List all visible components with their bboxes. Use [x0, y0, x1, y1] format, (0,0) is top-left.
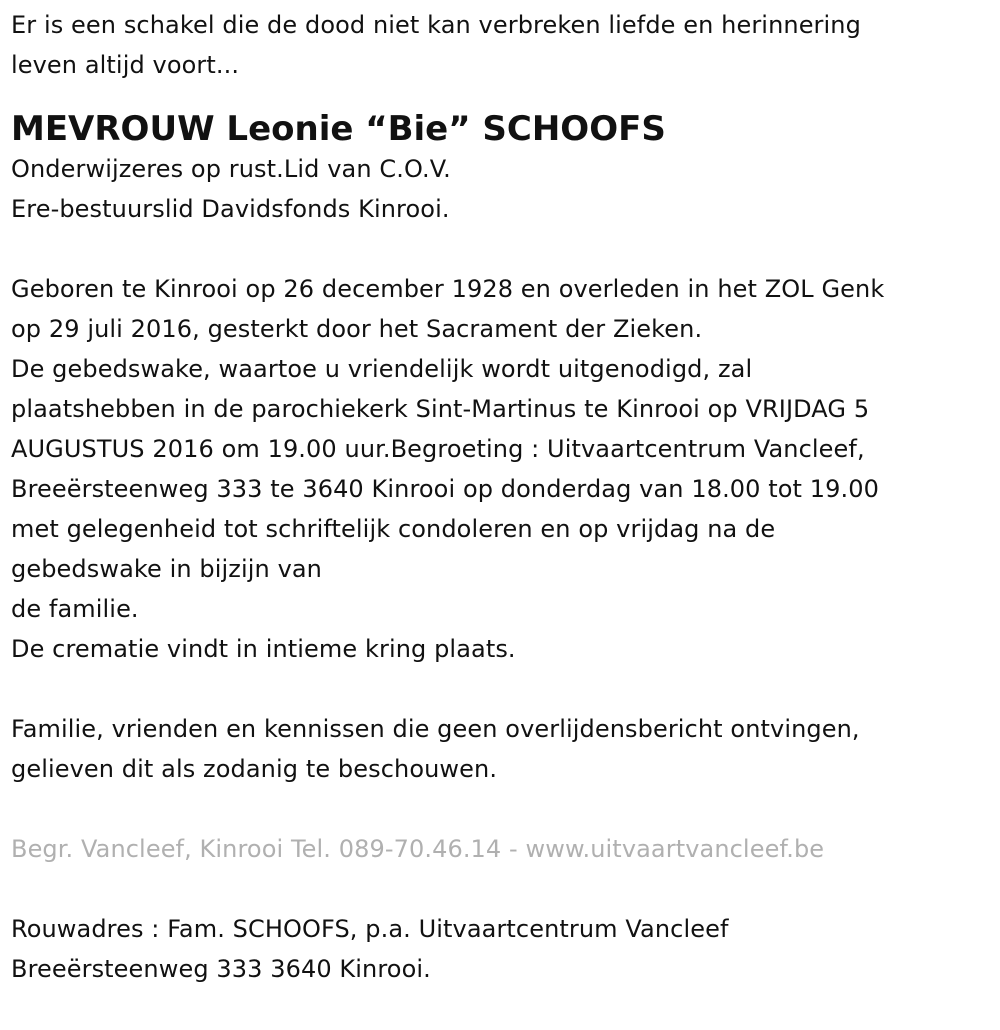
details-line-1: Geboren te Kinrooi op 26 december 1928 en overleden in het ZOL Genk	[11, 275, 885, 303]
details-line-3: De gebedswake, waartoe u vriendelijk wordt uitgenodigd, zal	[11, 355, 753, 383]
spacer	[11, 789, 991, 829]
spacer	[11, 669, 991, 709]
opening-quote-line-1: Er is een schakel die de dood niet kan verbreken liefde en herinnering	[11, 11, 861, 39]
details-line-4: plaatshebben in de parochiekerk Sint-Martinus te Kinrooi op VRIJDAG 5	[11, 395, 870, 423]
spacer	[11, 869, 991, 909]
details-line-6: Breeërsteenweg 333 te 3640 Kinrooi op donderdag van 18.00 tot 19.00	[11, 475, 880, 503]
title-line-1: Onderwijzeres op rust.Lid van C.O.V.	[11, 155, 451, 183]
title-line-2: Ere-bestuurslid Davidsfonds Kinrooi.	[11, 195, 450, 223]
details-line-10: De crematie vindt in intieme kring plaats.	[11, 635, 516, 663]
notice-line-2: gelieven dit als zodanig te beschouwen.	[11, 755, 498, 783]
details-line-9: de familie.	[11, 595, 139, 623]
deceased-name: MEVROUW Leonie “Bie” SCHOOFS	[11, 109, 666, 149]
notice-line-1: Familie, vrienden en kennissen die geen overlijdensbericht ontvingen,	[11, 715, 860, 743]
details-line-7: met gelegenheid tot schriftelijk condoleren en op vrijdag na de	[11, 515, 776, 543]
opening-quote-line-2: leven altijd voort...	[11, 51, 240, 79]
spacer	[11, 229, 991, 269]
details-line-2: op 29 juli 2016, gesterkt door het Sacrament der Zieken.	[11, 315, 703, 343]
details-line-5: AUGUSTUS 2016 om 19.00 uur.Begroeting : Uitvaartcentrum Vancleef,	[11, 435, 865, 463]
details-line-8: gebedswake in bijzijn van	[11, 555, 322, 583]
obituary-notice	[11, 5, 991, 989]
funeral-director-contact: Begr. Vancleef, Kinrooi Tel. 089-70.46.14 - www.uitvaartvancleef.be	[11, 835, 825, 863]
mourning-address-line-1: Rouwadres : Fam. SCHOOFS, p.a. Uitvaartcentrum Vancleef	[11, 915, 729, 943]
mourning-address-line-2: Breeërsteenweg 333 3640 Kinrooi.	[11, 955, 431, 983]
